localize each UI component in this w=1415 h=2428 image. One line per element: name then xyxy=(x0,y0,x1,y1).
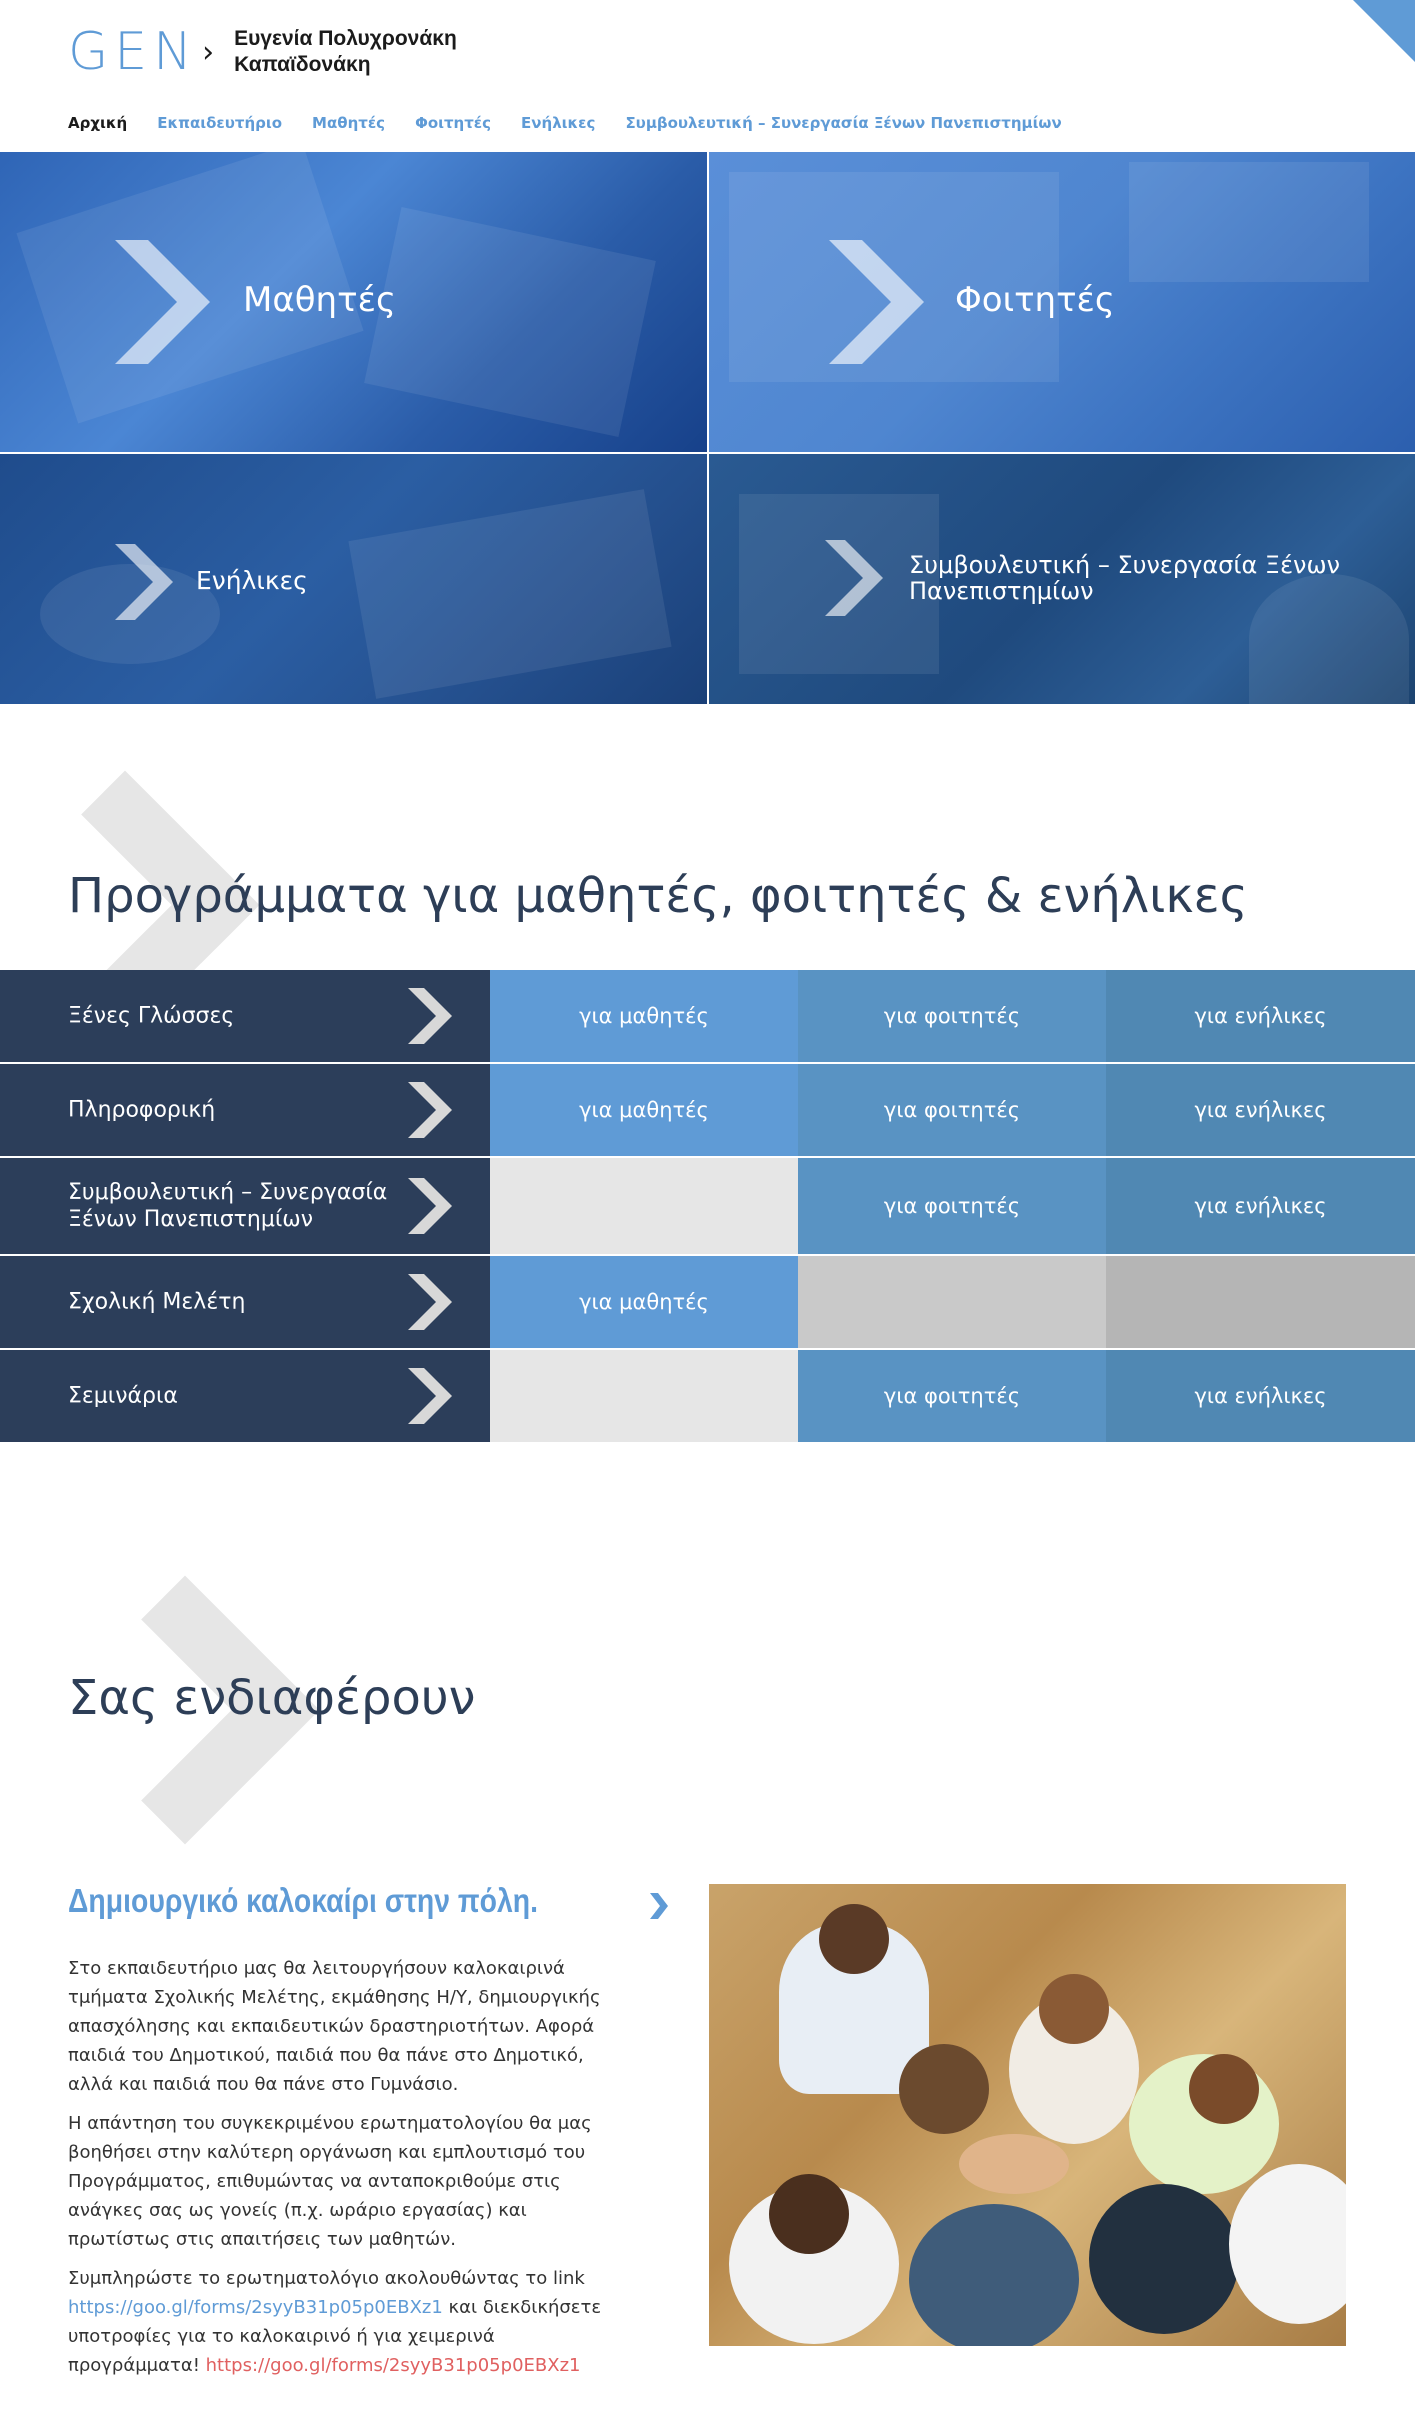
program-category-label-line1: Συμβουλευτική – Συνεργασία xyxy=(68,1180,388,1205)
program-row xyxy=(0,1064,1415,1156)
interests-title: Σας ενδιαφέρουν xyxy=(68,1670,476,1726)
logo-mark-text: GEN xyxy=(68,22,199,82)
program-category-study[interactable] xyxy=(0,1256,490,1348)
tile-pupils[interactable] xyxy=(0,152,707,452)
tile-label: Φοιτητές xyxy=(955,280,1115,320)
nav-item-students[interactable]: Φοιτητές xyxy=(415,114,492,132)
tile-label: Μαθητές xyxy=(243,280,396,320)
tile-label-line1: Συμβουλευτική – Συνεργασία Ξένων xyxy=(909,551,1340,579)
tile-background-decoration xyxy=(348,489,671,699)
nav-item-consulting[interactable]: Συμβουλευτική – Συνεργασία Ξένων Πανεπιστημίων xyxy=(625,114,1062,132)
questionnaire-link-2[interactable]: https://goo.gl/forms/2syyB31p05p0EBXz1 xyxy=(205,2355,581,2376)
chevron-right-icon xyxy=(825,540,883,616)
article-paragraph: Στο εκπαιδευτήριο μας θα λειτουργήσουν καλοκαιρινά τμήματα Σχολικής Μελέτης, εκμάθησης Η/Υ, δημιουργικής απασχόλησης και εκπαιδευτικών δραστηριοτήτων. Αφορά παιδιά του Δημοτικού, παιδιά που θα πάνε στο Δημοτικό, αλλά και παιδιά που θα πάνε στο Γυμνάσιο. xyxy=(68,1958,601,2095)
program-row xyxy=(0,1256,1415,1348)
site-logo[interactable] xyxy=(68,24,457,80)
program-row xyxy=(0,1350,1415,1442)
logo-arrow-icon: › xyxy=(202,34,215,70)
program-category-label: Ξένες Γλώσσες xyxy=(68,1003,235,1029)
chevron-right-icon xyxy=(408,1082,452,1138)
image-figure xyxy=(1039,1974,1109,2044)
program-category-seminars[interactable] xyxy=(0,1350,490,1442)
image-figure xyxy=(959,2134,1069,2194)
chevron-right-icon xyxy=(408,988,452,1044)
tile-adults[interactable] xyxy=(0,454,707,704)
image-figure xyxy=(899,2044,989,2134)
nav-item-pupils[interactable]: Μαθητές xyxy=(312,114,386,132)
tile-background-decoration xyxy=(1129,162,1369,282)
program-link-students[interactable]: για φοιτητές xyxy=(798,970,1106,1062)
article-image[interactable] xyxy=(709,1884,1346,2346)
chevron-right-icon xyxy=(115,240,210,364)
image-figure xyxy=(769,2174,849,2254)
chevron-right-icon xyxy=(408,1178,452,1234)
main-nav xyxy=(68,114,1062,132)
tile-consulting[interactable] xyxy=(709,454,1415,704)
article-text: Συμπληρώστε το ερωτηματολόγιο ακολουθώντας το link xyxy=(68,2268,585,2289)
chevron-right-icon[interactable] xyxy=(650,1893,668,1919)
logo-name-line1: Ευγενία Πολυχρονάκη xyxy=(234,27,457,50)
program-category-label: Σχολική Μελέτη xyxy=(68,1289,246,1315)
program-link-adults[interactable]: για ενήλικες xyxy=(1106,1064,1415,1156)
program-link-pupils[interactable]: για μαθητές xyxy=(490,1064,798,1156)
tile-students[interactable] xyxy=(709,152,1415,452)
program-link-students[interactable]: για φοιτητές xyxy=(798,1350,1106,1442)
program-link-adults[interactable]: για ενήλικες xyxy=(1106,970,1415,1062)
program-link-students[interactable]: για φοιτητές xyxy=(798,1158,1106,1254)
program-link-adults[interactable]: για ενήλικες xyxy=(1106,1350,1415,1442)
tile-label xyxy=(909,552,1340,604)
program-cell-empty xyxy=(490,1350,798,1442)
program-row xyxy=(0,970,1415,1062)
chevron-right-icon xyxy=(408,1368,452,1424)
logo-mark xyxy=(68,24,198,80)
chevron-right-icon xyxy=(408,1274,452,1330)
tile-label-line2: Πανεπιστημίων xyxy=(909,577,1094,605)
program-category-label xyxy=(68,1179,387,1233)
image-figure xyxy=(909,2204,1079,2346)
program-category-label: Σεμινάρια xyxy=(68,1383,178,1409)
logo-name xyxy=(234,26,457,78)
image-figure xyxy=(1189,2054,1259,2124)
programs-title: Προγράμματα για μαθητές, φοιτητές & ενήλικες xyxy=(68,868,1248,924)
nav-item-adults[interactable]: Ενήλικες xyxy=(521,114,596,132)
program-category-languages[interactable] xyxy=(0,970,490,1062)
article-paragraph: Η απάντηση του συγκεκριμένου ερωτηματολογίου θα μας βοηθήσει στην καλύτερη οργάνωση και εμπλουτισμό του Προγράμματος, επιθυμώντας να ανταποκριθούμε στις ανάγκες σας ως γονείς (π.χ. ωράριο εργασίας) και πρωτίστως στις απαιτήσεις των μαθητών. xyxy=(68,2113,592,2250)
logo-name-line2: Καπαϊδονάκη xyxy=(234,53,371,76)
tile-label: Ενήλικες xyxy=(196,566,308,595)
nav-item-home[interactable]: Αρχική xyxy=(68,114,128,132)
program-category-label-line2: Ξένων Πανεπιστημίων xyxy=(68,1207,313,1232)
corner-decoration xyxy=(1353,0,1415,62)
program-row xyxy=(0,1158,1415,1254)
program-link-adults[interactable]: για ενήλικες xyxy=(1106,1158,1415,1254)
program-category-label: Πληροφορική xyxy=(68,1097,216,1123)
article-body xyxy=(68,1954,628,2390)
tile-background-decoration xyxy=(364,207,656,437)
program-link-pupils[interactable]: για μαθητές xyxy=(490,1256,798,1348)
chevron-right-icon xyxy=(829,240,924,364)
article-paragraph xyxy=(68,2264,628,2380)
program-cell-empty xyxy=(490,1158,798,1254)
nav-item-school[interactable]: Εκπαιδευτήριο xyxy=(157,114,283,132)
program-cell-empty xyxy=(1106,1256,1415,1348)
article-text: και διεκδικήσετε υποτροφίες για το καλοκαιρινό ή για χειμερινά προγράμματα! xyxy=(68,2297,602,2376)
program-link-students[interactable]: για φοιτητές xyxy=(798,1064,1106,1156)
image-figure xyxy=(819,1904,889,1974)
image-figure xyxy=(1229,2164,1346,2324)
questionnaire-link[interactable]: https://goo.gl/forms/2syyB31p05p0EBXz1 xyxy=(68,2297,443,2318)
program-link-pupils[interactable]: για μαθητές xyxy=(490,970,798,1062)
image-figure xyxy=(1089,2184,1239,2334)
article-title[interactable]: Δημιουργικό καλοκαίρι στην πόλη. xyxy=(68,1882,538,1919)
program-category-consulting[interactable] xyxy=(0,1158,490,1254)
program-category-informatics[interactable] xyxy=(0,1064,490,1156)
site-header xyxy=(0,0,1415,152)
program-cell-empty xyxy=(798,1256,1106,1348)
chevron-right-icon xyxy=(115,544,173,620)
